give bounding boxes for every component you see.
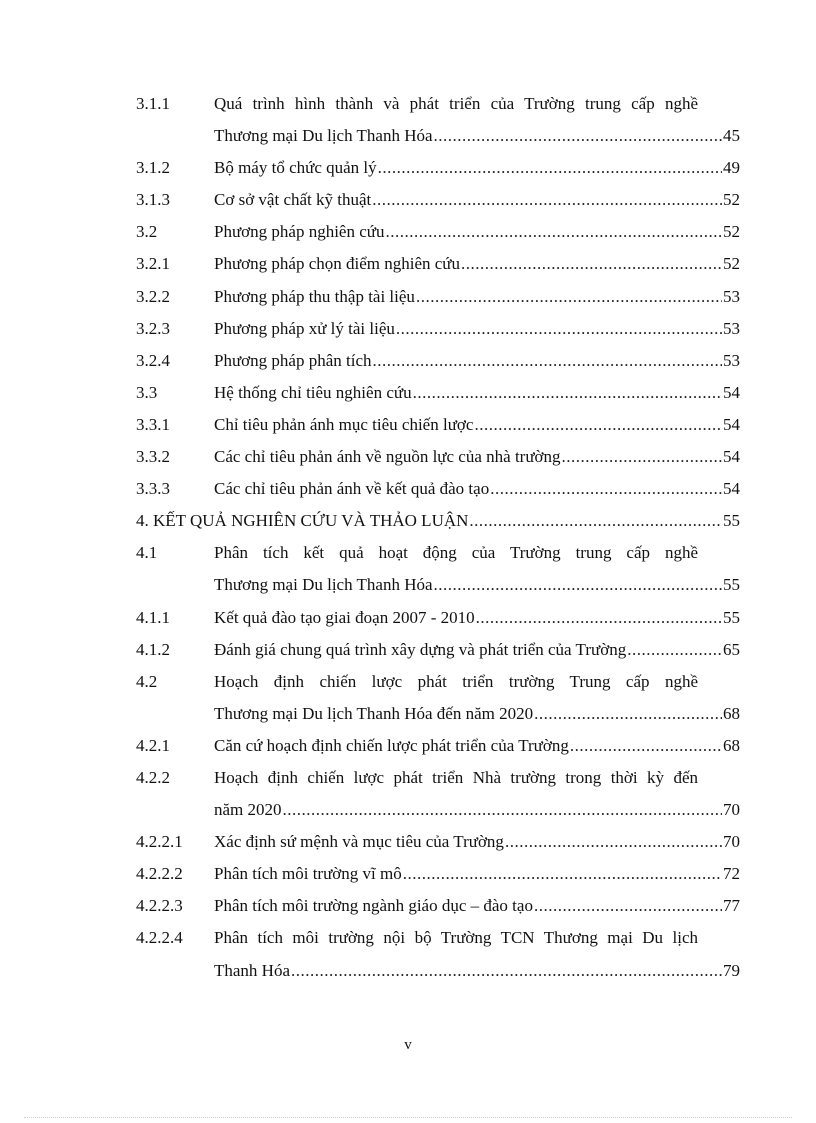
toc-number: 3.2.3	[136, 318, 170, 338]
toc-page-number: 70	[723, 800, 740, 820]
toc-entry-3-2-3	[136, 313, 740, 345]
dot-leader	[434, 569, 722, 601]
toc-number: 3.3.1	[136, 414, 170, 434]
toc-title: Quá trình hình thành và phát triển của Trường trung cấp nghề	[214, 94, 698, 113]
toc-entry-3-2	[136, 216, 740, 248]
toc-number: 3.2	[136, 222, 158, 242]
toc-number: 3.1.2	[136, 158, 170, 178]
toc-entry-4-1-1	[136, 602, 740, 634]
toc-page-number: 65	[723, 639, 740, 659]
toc-entry-3-1-2	[136, 152, 740, 184]
toc-page-number: 45	[723, 126, 740, 146]
toc-entry-4-2-2-2	[136, 858, 740, 890]
toc-title: Phương pháp chọn điểm nghiên cứu	[214, 254, 461, 274]
toc-number: 3.3.2	[136, 447, 170, 467]
toc-page-number: 55	[723, 607, 740, 627]
toc-title: Cơ sở vật chất kỹ thuật	[214, 190, 372, 210]
toc-number: 4.2	[136, 671, 158, 691]
toc-number: 3.3	[136, 382, 158, 402]
toc-title-continued: Thanh Hóa	[214, 960, 291, 980]
dot-leader	[469, 505, 722, 537]
toc-title: Phương pháp xử lý tài liệu	[214, 318, 395, 338]
toc-page-number: 77	[723, 896, 740, 916]
page-number: v	[404, 1037, 412, 1053]
toc-entry-3-3-3	[136, 473, 740, 505]
toc-title: Phân tích môi trường ngành giáo dục – đào tạo	[214, 896, 533, 916]
toc-page-number: 72	[723, 864, 740, 884]
toc-number: 4.2.2.4	[136, 928, 183, 948]
toc-title: Các chỉ tiêu phản ánh về kết quả đào tạo	[214, 479, 490, 499]
dot-leader	[372, 184, 722, 216]
toc-title-continued: Thương mại Du lịch Thanh Hóa	[214, 575, 433, 595]
toc-title: Kết quả đào tạo giai đoạn 2007 - 2010	[214, 607, 475, 627]
toc-number: 4.1.2	[136, 639, 170, 659]
toc-title: Phân tích kết quả hoạt động của Trường trung cấp nghề	[214, 543, 698, 563]
toc-page-number: 52	[723, 222, 740, 242]
toc-number: 4.2.2.3	[136, 896, 183, 916]
toc-entry-3-1-3	[136, 184, 740, 216]
toc-entry-4-2	[136, 666, 740, 730]
dot-leader	[562, 441, 722, 473]
toc-entry-4-1-2	[136, 634, 740, 666]
toc-page-number: 70	[723, 832, 740, 852]
toc-title: Chỉ tiêu phản ánh mục tiêu chiến lược	[214, 414, 474, 434]
dot-leader	[474, 409, 722, 441]
toc-entry-4-2-2-1	[136, 826, 740, 858]
toc-title: Hệ thống chỉ tiêu nghiên cứu	[214, 382, 412, 402]
toc-entry-4-2-2	[136, 762, 740, 826]
toc-page-number: 49	[723, 158, 740, 178]
toc-entry-4-2-1	[136, 730, 740, 762]
dot-leader	[434, 120, 722, 152]
toc-number: 3.1.1	[136, 94, 170, 113]
dot-leader	[627, 634, 722, 666]
toc-number: 3.3.3	[136, 479, 170, 499]
toc-entry-3-2-2	[136, 281, 740, 313]
toc-title-continued: Thương mại Du lịch Thanh Hóa	[214, 126, 433, 146]
toc-page-number: 54	[723, 479, 740, 499]
dot-leader	[283, 794, 722, 826]
toc-number: 3.1.3	[136, 190, 170, 210]
toc-page-number: 54	[723, 447, 740, 467]
toc-entry-chapter-4	[136, 505, 740, 537]
table-of-contents	[136, 88, 740, 987]
toc-entry-4-2-2-3	[136, 890, 740, 922]
toc-entry-3-1-1	[136, 88, 740, 152]
toc-title: Hoạch định chiến lược phát triển trường Trung cấp nghề	[214, 671, 698, 691]
toc-title: Bộ máy tổ chức quản lý	[214, 158, 377, 178]
dot-leader	[385, 216, 722, 248]
toc-number: 4.2.2	[136, 767, 170, 787]
toc-title: Phương pháp phân tích	[214, 350, 372, 370]
toc-number: 4.2.2.2	[136, 864, 183, 884]
toc-entry-3-2-4	[136, 345, 740, 377]
toc-title: Phương pháp thu thập tài liệu	[214, 286, 415, 306]
dot-leader	[490, 473, 722, 505]
dot-leader	[476, 602, 722, 634]
toc-page-number: 52	[723, 190, 740, 210]
page-bottom-border	[24, 1117, 792, 1118]
dot-leader	[534, 698, 722, 730]
dot-leader	[378, 152, 722, 184]
toc-page-number: 79	[723, 960, 740, 980]
toc-title: Các chỉ tiêu phản ánh về nguồn lực của nhà trường	[214, 447, 561, 467]
toc-page-number: 53	[723, 318, 740, 338]
dot-leader	[403, 858, 722, 890]
toc-title: Hoạch định chiến lược phát triển Nhà trường trong thời kỳ đến	[214, 767, 698, 787]
toc-entry-3-3	[136, 377, 740, 409]
dot-leader	[534, 890, 722, 922]
toc-title-continued: năm 2020	[214, 800, 282, 820]
toc-title: Đánh giá chung quá trình xây dựng và phát triển của Trường	[214, 639, 627, 659]
toc-entry-3-3-1	[136, 409, 740, 441]
toc-number: 4.2.2.1	[136, 832, 183, 852]
toc-number: 3.2.4	[136, 350, 170, 370]
toc-page-number: 54	[723, 414, 740, 434]
toc-title: Căn cứ hoạch định chiến lược phát triển của Trường	[214, 735, 569, 755]
toc-number: 4.1	[136, 543, 158, 563]
toc-page-number: 52	[723, 254, 740, 274]
dot-leader	[396, 313, 722, 345]
dot-leader	[570, 730, 722, 762]
dot-leader	[413, 377, 722, 409]
dot-leader	[373, 345, 723, 377]
toc-entry-3-3-2	[136, 441, 740, 473]
toc-page-number: 53	[723, 350, 740, 370]
toc-number: 3.2.1	[136, 254, 170, 274]
toc-page-number: 54	[723, 382, 740, 402]
toc-number: 3.2.2	[136, 286, 170, 306]
toc-page-number: 53	[723, 286, 740, 306]
toc-entry-4-2-2-4	[136, 922, 740, 986]
dot-leader	[416, 281, 722, 313]
toc-title-continued: Thương mại Du lịch Thanh Hóa đến năm 2020	[214, 703, 534, 723]
dot-leader	[505, 826, 722, 858]
toc-title: Phân tích môi trường vĩ mô	[214, 864, 402, 884]
toc-chapter-heading: 4. KẾT QUẢ NGHIÊN CỨU VÀ THẢO LUẬN	[136, 511, 469, 531]
toc-title: Phương pháp nghiên cứu	[214, 222, 385, 242]
toc-page-number: 68	[723, 703, 740, 723]
dot-leader	[461, 248, 722, 280]
toc-number: 4.1.1	[136, 607, 170, 627]
toc-title: Xác định sứ mệnh và mục tiêu của Trường	[214, 832, 504, 852]
toc-page-number: 55	[723, 511, 740, 531]
toc-page-number: 68	[723, 735, 740, 755]
dot-leader	[291, 955, 722, 987]
toc-entry-3-2-1	[136, 248, 740, 280]
toc-page-number: 55	[723, 575, 740, 595]
toc-number: 4.2.1	[136, 735, 170, 755]
toc-title: Phân tích môi trường nội bộ Trường TCN Thương mại Du lịch	[214, 928, 698, 948]
toc-entry-4-1	[136, 537, 740, 601]
